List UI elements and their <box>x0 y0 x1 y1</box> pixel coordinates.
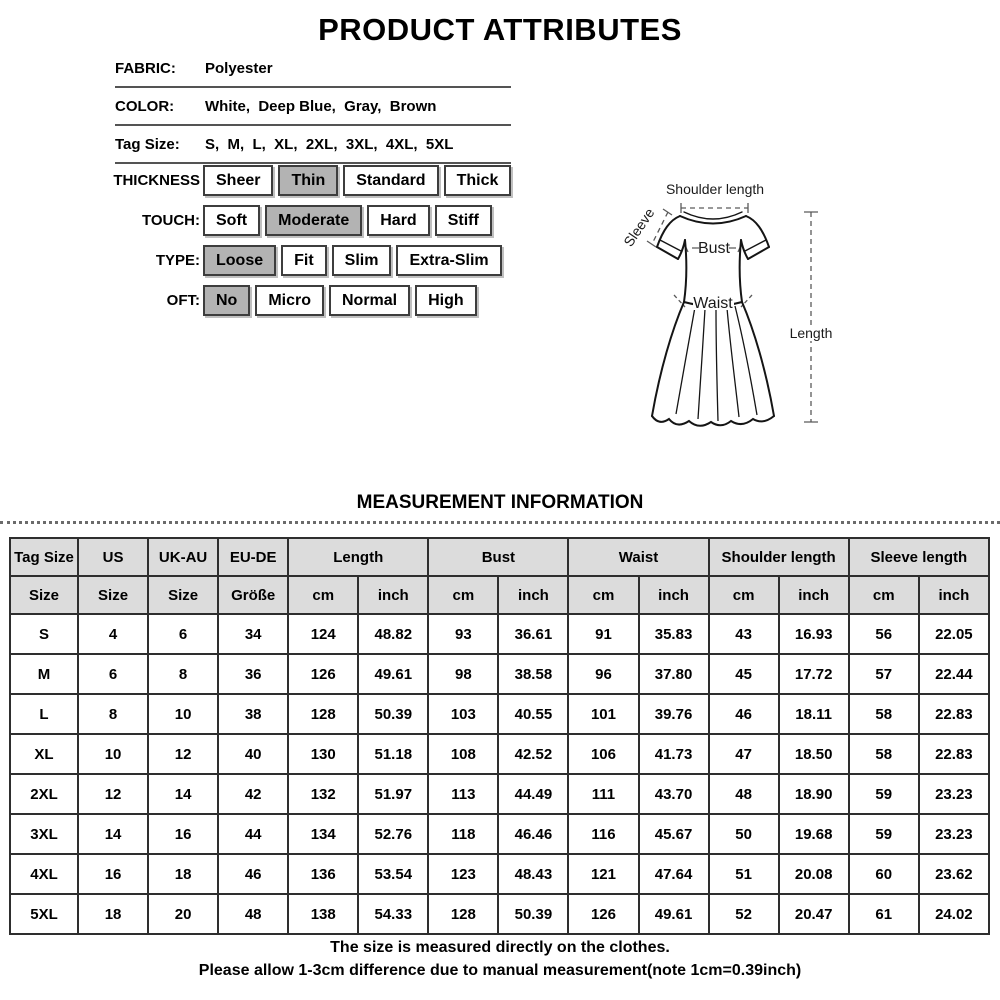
table-row-2xl <box>10 774 989 814</box>
fabric-value: Polyester <box>205 59 273 77</box>
thickness-label: THICKNESS <box>113 172 200 189</box>
table-cell: 35.83 <box>639 614 709 654</box>
table-cell: S <box>10 614 78 654</box>
table-cell: 3XL <box>10 814 78 854</box>
table-cell: 93 <box>428 614 498 654</box>
fabric-label: FABRIC: <box>115 59 176 77</box>
table-row-s <box>10 614 989 654</box>
note-line-2: Please allow 1-3cm difference due to manual measurement(note 1cm=0.39inch) <box>198 962 802 979</box>
table-cell: 57 <box>849 654 919 694</box>
table-cell: 48 <box>709 774 779 814</box>
table-cell: 49.61 <box>639 894 709 934</box>
note-line-1: The size is measured directly on the clothes. <box>330 939 670 956</box>
table-cell: 101 <box>568 694 638 734</box>
table-cell: M <box>10 654 78 694</box>
option-button-normal[interactable]: Normal <box>329 285 410 316</box>
option-button-high[interactable]: High <box>415 285 477 316</box>
table-cell: 123 <box>428 854 498 894</box>
table-cell: 50 <box>709 814 779 854</box>
table-cell: 51 <box>709 854 779 894</box>
table-cell: 58 <box>849 734 919 774</box>
column-header-shoulder-length: Shoulder length <box>709 538 849 576</box>
size-table-head <box>10 538 989 614</box>
table-cell: 48.43 <box>498 854 568 894</box>
table-cell: 47 <box>709 734 779 774</box>
table-cell: 126 <box>288 654 358 694</box>
table-cell: 38.58 <box>498 654 568 694</box>
measurement-table <box>9 537 990 935</box>
table-cell: 14 <box>78 814 148 854</box>
column-header-waist: Waist <box>568 538 708 576</box>
column-subheader-8-cm: cm <box>568 576 638 614</box>
table-cell: 23.23 <box>919 814 989 854</box>
table-cell: 50.39 <box>498 894 568 934</box>
table-cell: 46 <box>709 694 779 734</box>
table-cell: 136 <box>288 854 358 894</box>
table-cell: 40 <box>218 734 288 774</box>
column-header-us: US <box>78 538 148 576</box>
waist-label: Waist <box>693 295 733 312</box>
table-cell: 130 <box>288 734 358 774</box>
option-button-sheer[interactable]: Sheer <box>203 165 273 196</box>
table-cell: 43 <box>709 614 779 654</box>
table-row-m <box>10 654 989 694</box>
table-cell: 16 <box>78 854 148 894</box>
table-cell: 53.54 <box>358 854 428 894</box>
table-cell: 59 <box>849 814 919 854</box>
column-header-bust: Bust <box>428 538 568 576</box>
skirt-pleats <box>676 306 757 421</box>
table-cell: 96 <box>568 654 638 694</box>
column-subheader-9-inch: inch <box>639 576 709 614</box>
table-cell: 103 <box>428 694 498 734</box>
touch-label: TOUCH: <box>141 212 200 229</box>
table-cell: 47.64 <box>639 854 709 894</box>
column-subheader-4-cm: cm <box>288 576 358 614</box>
table-cell: 42.52 <box>498 734 568 774</box>
option-button-extra-slim[interactable]: Extra-Slim <box>396 245 501 276</box>
table-cell: 128 <box>428 894 498 934</box>
color-row <box>115 88 511 126</box>
table-cell: 8 <box>78 694 148 734</box>
table-cell: 52.76 <box>358 814 428 854</box>
table-row-xl <box>10 734 989 774</box>
color-value: White, Deep Blue, Gray, Brown <box>205 97 437 115</box>
table-cell: 91 <box>568 614 638 654</box>
option-button-fit[interactable]: Fit <box>281 245 327 276</box>
table-cell: 37.80 <box>639 654 709 694</box>
table-cell: 45 <box>709 654 779 694</box>
table-cell: 36 <box>218 654 288 694</box>
column-subheader-3-gr-e: Größe <box>218 576 288 614</box>
table-cell: 2XL <box>10 774 78 814</box>
table-cell: 128 <box>288 694 358 734</box>
sleeve-label: Sleeve <box>620 204 658 250</box>
table-cell: 126 <box>568 894 638 934</box>
column-header-tag-size: Tag Size <box>10 538 78 576</box>
option-button-thick[interactable]: Thick <box>444 165 512 196</box>
table-cell: 12 <box>78 774 148 814</box>
table-cell: 20 <box>148 894 218 934</box>
table-cell: 20.08 <box>779 854 849 894</box>
table-row-3xl <box>10 814 989 854</box>
column-subheader-13-inch: inch <box>919 576 989 614</box>
attribute-block <box>115 50 511 164</box>
thickness-row <box>0 165 560 196</box>
table-cell: 16.93 <box>779 614 849 654</box>
table-cell: 50.39 <box>358 694 428 734</box>
table-cell: 14 <box>148 774 218 814</box>
table-cell: 46.46 <box>498 814 568 854</box>
table-row-l <box>10 694 989 734</box>
table-cell: 58 <box>849 694 919 734</box>
table-cell: 61 <box>849 894 919 934</box>
table-cell: 6 <box>78 654 148 694</box>
table-cell: 40.55 <box>498 694 568 734</box>
touch-options <box>203 205 497 236</box>
table-cell: 18.90 <box>779 774 849 814</box>
table-cell: 60 <box>849 854 919 894</box>
table-cell: 16 <box>148 814 218 854</box>
option-button-hard[interactable]: Hard <box>367 205 429 236</box>
option-button-standard[interactable]: Standard <box>343 165 438 196</box>
column-subheader-12-cm: cm <box>849 576 919 614</box>
table-cell: 51.97 <box>358 774 428 814</box>
size-table-body <box>10 614 989 934</box>
table-cell: 22.44 <box>919 654 989 694</box>
type-label: TYPE: <box>155 252 200 269</box>
column-subheader-5-inch: inch <box>358 576 428 614</box>
oft-label: OFT: <box>166 292 200 309</box>
table-cell: 4 <box>78 614 148 654</box>
type-row <box>0 245 560 276</box>
column-subheader-6-cm: cm <box>428 576 498 614</box>
table-cell: 20.47 <box>779 894 849 934</box>
table-cell: 118 <box>428 814 498 854</box>
table-cell: 34 <box>218 614 288 654</box>
table-cell: 8 <box>148 654 218 694</box>
column-subheader-10-cm: cm <box>709 576 779 614</box>
table-cell: L <box>10 694 78 734</box>
table-cell: 56 <box>849 614 919 654</box>
options-block <box>0 165 560 325</box>
option-button-micro[interactable]: Micro <box>255 285 324 316</box>
footer-notes <box>0 936 1000 982</box>
table-cell: 52 <box>709 894 779 934</box>
option-button-thin[interactable]: Thin <box>278 165 338 196</box>
column-header-sleeve-length: Sleeve length <box>849 538 989 576</box>
measurement-heading: MEASUREMENT INFORMATION <box>356 492 644 513</box>
shoulder-length-label: Shoulder length <box>665 181 765 197</box>
column-header-length: Length <box>288 538 428 576</box>
option-button-stiff[interactable]: Stiff <box>435 205 492 236</box>
oft-row <box>0 285 560 316</box>
thickness-options <box>203 165 516 196</box>
tag-size-value: S, M, L, XL, 2XL, 3XL, 4XL, 5XL <box>205 135 454 153</box>
table-cell: 18.11 <box>779 694 849 734</box>
table-row-4xl <box>10 854 989 894</box>
table-cell: 18 <box>148 854 218 894</box>
table-cell: 98 <box>428 654 498 694</box>
table-cell: 24.02 <box>919 894 989 934</box>
page-title: PRODUCT ATTRIBUTES <box>318 12 682 47</box>
table-cell: 124 <box>288 614 358 654</box>
table-cell: 41.73 <box>639 734 709 774</box>
table-row-5xl <box>10 894 989 934</box>
table-cell: 51.18 <box>358 734 428 774</box>
table-cell: 38 <box>218 694 288 734</box>
column-subheader-11-inch: inch <box>779 576 849 614</box>
table-cell: 23.23 <box>919 774 989 814</box>
table-cell: 22.83 <box>919 694 989 734</box>
type-options <box>203 245 507 276</box>
column-subheader-1-size: Size <box>78 576 148 614</box>
column-header-eu-de: EU-DE <box>218 538 288 576</box>
option-button-loose[interactable]: Loose <box>203 245 276 276</box>
dress-diagram-svg <box>618 168 900 450</box>
option-button-slim[interactable]: Slim <box>332 245 392 276</box>
table-cell: 6 <box>148 614 218 654</box>
dotted-separator <box>0 521 1000 524</box>
tag-size-row <box>115 126 511 164</box>
table-cell: 22.83 <box>919 734 989 774</box>
table-cell: 12 <box>148 734 218 774</box>
option-button-no[interactable]: No <box>203 285 250 316</box>
table-cell: 10 <box>148 694 218 734</box>
table-cell: 111 <box>568 774 638 814</box>
option-button-soft[interactable]: Soft <box>203 205 260 236</box>
column-subheader-2-size: Size <box>148 576 218 614</box>
table-cell: 48 <box>218 894 288 934</box>
table-cell: 134 <box>288 814 358 854</box>
table-cell: 5XL <box>10 894 78 934</box>
table-cell: 17.72 <box>779 654 849 694</box>
table-cell: 22.05 <box>919 614 989 654</box>
table-cell: 59 <box>849 774 919 814</box>
table-cell: 106 <box>568 734 638 774</box>
table-cell: 138 <box>288 894 358 934</box>
length-label: Length <box>789 325 833 341</box>
table-cell: 48.82 <box>358 614 428 654</box>
table-cell: 4XL <box>10 854 78 894</box>
table-cell: 44.49 <box>498 774 568 814</box>
table-cell: 39.76 <box>639 694 709 734</box>
table-cell: 46 <box>218 854 288 894</box>
table-cell: 132 <box>288 774 358 814</box>
column-header-uk-au: UK-AU <box>148 538 218 576</box>
column-subheader-0-size: Size <box>10 576 78 614</box>
table-cell: 42 <box>218 774 288 814</box>
table-cell: 45.67 <box>639 814 709 854</box>
oft-options <box>203 285 482 316</box>
table-cell: 36.61 <box>498 614 568 654</box>
table-cell: 113 <box>428 774 498 814</box>
table-cell: 121 <box>568 854 638 894</box>
table-cell: 23.62 <box>919 854 989 894</box>
column-subheader-7-inch: inch <box>498 576 568 614</box>
table-cell: 18 <box>78 894 148 934</box>
table-cell: 18.50 <box>779 734 849 774</box>
fabric-row <box>115 50 511 88</box>
table-cell: 54.33 <box>358 894 428 934</box>
table-cell: 108 <box>428 734 498 774</box>
table-cell: 19.68 <box>779 814 849 854</box>
touch-row <box>0 205 560 236</box>
table-cell: 10 <box>78 734 148 774</box>
table-cell: 49.61 <box>358 654 428 694</box>
table-cell: 43.70 <box>639 774 709 814</box>
table-cell: 44 <box>218 814 288 854</box>
option-button-moderate[interactable]: Moderate <box>265 205 362 236</box>
tag-size-label: Tag Size: <box>115 135 180 153</box>
table-cell: 116 <box>568 814 638 854</box>
bust-label: Bust <box>697 240 731 257</box>
dress-measurement-diagram <box>618 168 900 450</box>
table-cell: XL <box>10 734 78 774</box>
color-label: COLOR: <box>115 97 175 115</box>
